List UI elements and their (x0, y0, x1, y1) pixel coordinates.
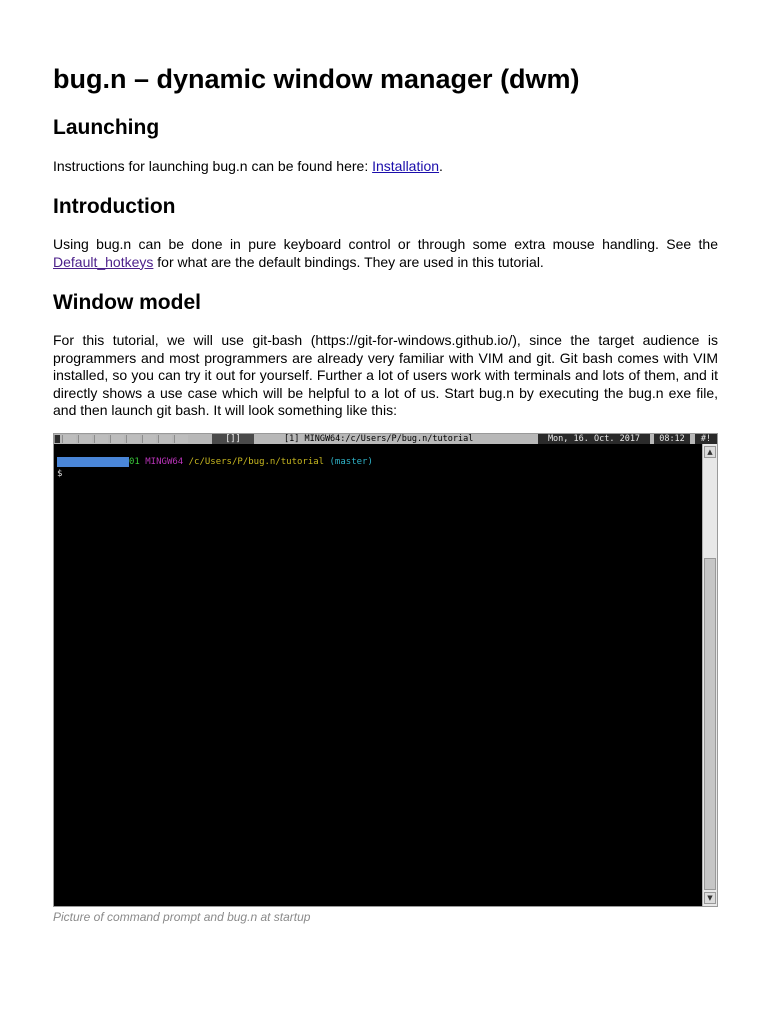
introduction-paragraph (53, 236, 718, 271)
launching-text-end: . (439, 158, 443, 174)
terminal-screenshot (53, 433, 718, 907)
heading-launching: Launching (53, 116, 160, 139)
tag-indicator (174, 435, 188, 443)
tag-indicator (62, 435, 76, 443)
page-title: bug.n – dynamic window manager (dwm) (53, 64, 580, 94)
status-flag: #! (695, 434, 717, 444)
layout-symbol: []] (212, 434, 254, 444)
introduction-text-end: for what are the default bindings. They are used in this tutorial. (153, 253, 544, 270)
prompt-path: /c/Users/P/bug.n/tutorial (188, 457, 325, 467)
status-time: 08:12 (654, 434, 690, 444)
tag-indicator (110, 435, 124, 443)
launching-text: Instructions for launching bug.n can be found here: (53, 158, 373, 174)
prompt-system: MINGW64 (145, 457, 184, 467)
default-hotkeys-link[interactable]: Default_hotkeys (53, 253, 154, 270)
username-highlight (57, 457, 129, 467)
active-window-title: [1] MINGW64:/c/Users/P/bug.n/tutorial (284, 434, 474, 444)
introduction-text: Using bug.n can be done in pure keyboard control or through some extra mouse handling. See the (53, 236, 718, 252)
scrollbar-thumb[interactable] (704, 558, 716, 890)
terminal-area (54, 444, 702, 906)
tag-indicator (78, 435, 92, 443)
terminal-scrollbar[interactable] (702, 444, 717, 906)
tag-indicator (94, 435, 108, 443)
status-date: Mon, 16. Oct. 2017 (538, 434, 650, 444)
tag-indicator (54, 435, 60, 443)
bugn-status-bar (54, 434, 717, 444)
prompt-branch: (master) (329, 457, 373, 467)
tag-indicator (126, 435, 140, 443)
heading-window-model: Window model (53, 291, 201, 314)
tag-indicator (142, 435, 156, 443)
window-model-paragraph: For this tutorial, we will use git-bash (https://git-for-windows.github.io/), since the target audience is programmers and most programmers are already very familiar with VIM and git. Git bash comes with VIM installed, so you can try it out for yourself. Further a lot of users work with terminals and lots of them, and it directly shows a use case which will be helpful to a lot of us. Start bug.n by executing the bug.n exe file, and then launch git bash. It will look something like this: (53, 332, 718, 418)
launching-paragraph (53, 158, 718, 176)
terminal-prompt-line (57, 457, 373, 468)
prompt-user-tail: 01 (129, 457, 140, 467)
scroll-down-icon[interactable]: ▼ (704, 892, 716, 904)
image-caption: Picture of command prompt and bug.n at startup (53, 910, 311, 924)
scroll-up-icon[interactable]: ▲ (704, 446, 716, 458)
tag-indicators (54, 434, 190, 444)
installation-link[interactable]: Installation (372, 158, 440, 174)
heading-introduction: Introduction (53, 195, 176, 218)
tag-indicator (158, 435, 172, 443)
prompt-cursor-line: $ (57, 469, 63, 479)
